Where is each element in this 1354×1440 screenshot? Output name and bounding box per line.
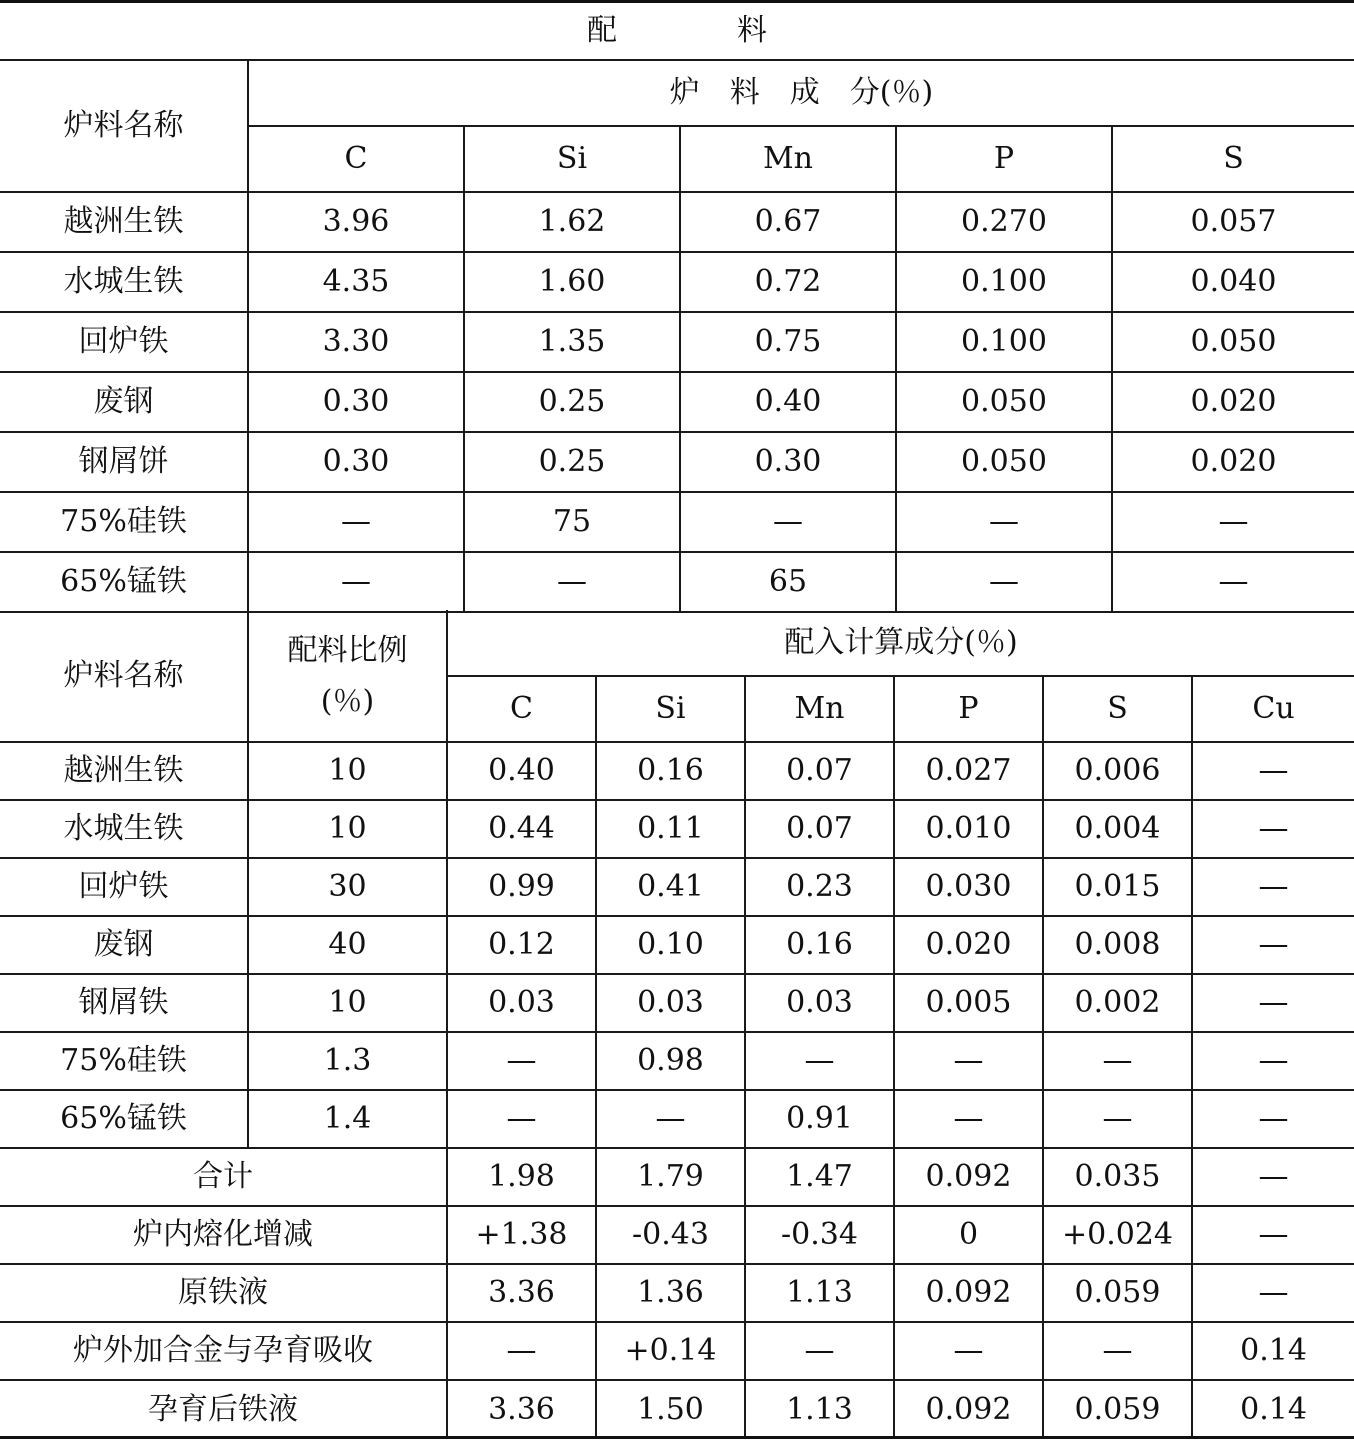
cell: — [447,1322,596,1380]
cell: 0.005 [894,974,1043,1032]
cell: — [1192,1264,1354,1322]
cell: 0.015 [1043,858,1192,916]
col-header-charge-name: 炉料名称 [0,60,248,192]
cell: 3.36 [447,1380,596,1438]
row-name: 水城生铁 [0,800,248,858]
table-title [0,2,1354,60]
charge-calculation-table [0,610,1354,1438]
cell: 0.03 [596,974,745,1032]
summary-row [0,1148,1354,1206]
cell: 0.010 [894,800,1043,858]
cell: 0.30 [248,432,464,492]
cell: 0.004 [1043,800,1192,858]
col-header-element: Mn [745,676,894,742]
cell: 0.07 [745,742,894,800]
cell: — [1192,800,1354,858]
col-header-element: Si [464,126,680,192]
cell: 0.12 [447,916,596,974]
cell: 0 [894,1206,1043,1264]
row-name: 75%硅铁 [0,1032,248,1090]
cell: 0.020 [894,916,1043,974]
cell: 1.13 [745,1264,894,1322]
cell: 0.40 [680,372,896,432]
table-row [0,312,1354,372]
cell: — [248,552,464,612]
cell: 0.30 [680,432,896,492]
cell: 0.057 [1112,192,1354,252]
cell: 0.30 [248,372,464,432]
summary-label: 炉内熔化增减 [0,1206,447,1264]
cell: +1.38 [447,1206,596,1264]
cell: 0.092 [894,1264,1043,1322]
cell: 0.11 [596,800,745,858]
cell: — [1043,1090,1192,1148]
cell: 0.75 [680,312,896,372]
summary-row [0,1380,1354,1438]
cell: 0.270 [896,192,1112,252]
ratio-cell: 10 [248,800,447,858]
cell: 0.020 [1112,372,1354,432]
row-name: 65%锰铁 [0,1090,248,1148]
cell: 0.050 [896,432,1112,492]
cell: — [596,1090,745,1148]
cell: 0.092 [894,1148,1043,1206]
table-row [0,552,1354,612]
cell: 0.10 [596,916,745,974]
cell: — [1192,974,1354,1032]
table-row [0,192,1354,252]
col-header-element: S [1112,126,1354,192]
cell: 0.040 [1112,252,1354,312]
row-name: 钢屑铁 [0,974,248,1032]
col-header-element: Mn [680,126,896,192]
table-row [0,1090,1354,1148]
col-header-charge-name: 炉料名称 [0,610,248,742]
cell: 0.092 [894,1380,1043,1438]
cell: 0.25 [464,372,680,432]
cell: 0.030 [894,858,1043,916]
cell: -0.43 [596,1206,745,1264]
summary-label: 原铁液 [0,1264,447,1322]
cell: — [1192,1148,1354,1206]
row-name: 回炉铁 [0,312,248,372]
cell: 1.98 [447,1148,596,1206]
cell: 1.62 [464,192,680,252]
cell: 0.059 [1043,1264,1192,1322]
row-name: 钢屑饼 [0,432,248,492]
cell: — [1192,1090,1354,1148]
bottom-rule [0,1436,1354,1439]
col-header-element: Cu [1192,676,1354,742]
cell: — [745,1032,894,1090]
cell: 0.050 [1112,312,1354,372]
cell: 0.44 [447,800,596,858]
table-row [0,916,1354,974]
cell: 3.30 [248,312,464,372]
cell: — [894,1090,1043,1148]
cell: 0.059 [1043,1380,1192,1438]
cell: — [464,552,680,612]
table-row [0,1032,1354,1090]
cell: 1.60 [464,252,680,312]
cell: 0.99 [447,858,596,916]
cell: — [894,1032,1043,1090]
cell: 0.23 [745,858,894,916]
ratio-cell: 1.4 [248,1090,447,1148]
cell: 0.03 [447,974,596,1032]
summary-label: 炉外加合金与孕育吸收 [0,1322,447,1380]
cell: — [1192,1206,1354,1264]
cell: 0.72 [680,252,896,312]
table-row [0,742,1354,800]
ratio-header-line2: (％) [320,683,375,719]
charge-composition-table [0,2,1354,613]
cell: 3.36 [447,1264,596,1322]
cell: — [896,552,1112,612]
cell: 4.35 [248,252,464,312]
cell: 0.07 [745,800,894,858]
cell: 0.050 [896,372,1112,432]
col-header-element: P [896,126,1112,192]
cell: 0.41 [596,858,745,916]
cell: 0.100 [896,312,1112,372]
group-header-composition: 炉 料 成 分(％) [248,60,1354,126]
title-left: 配 [587,12,617,48]
row-name: 水城生铁 [0,252,248,312]
group-header-calculated: 配入计算成分(％) [447,610,1354,676]
cell: 0.25 [464,432,680,492]
cell: 3.96 [248,192,464,252]
ratio-cell: 40 [248,916,447,974]
cell: +0.024 [1043,1206,1192,1264]
cell: 1.47 [745,1148,894,1206]
cell: — [896,492,1112,552]
row-name: 废钢 [0,916,248,974]
summary-label: 合计 [0,1148,447,1206]
cell: 0.020 [1112,432,1354,492]
table-row [0,858,1354,916]
row-name: 65%锰铁 [0,552,248,612]
col-header-element: S [1043,676,1192,742]
cell: — [1043,1322,1192,1380]
table-row [0,372,1354,432]
cell: 0.03 [745,974,894,1032]
cell: 0.002 [1043,974,1192,1032]
row-name: 越洲生铁 [0,742,248,800]
cell: — [447,1090,596,1148]
cell: — [1192,1032,1354,1090]
summary-row [0,1206,1354,1264]
cell: 0.91 [745,1090,894,1148]
col-header-element: C [248,126,464,192]
table-row [0,492,1354,552]
cell: 0.67 [680,192,896,252]
cell: 0.035 [1043,1148,1192,1206]
table-row [0,252,1354,312]
cell: 1.79 [596,1148,745,1206]
cell: — [745,1322,894,1380]
cell: — [1192,916,1354,974]
col-header-element: Si [596,676,745,742]
table-row [0,800,1354,858]
cell: 65 [680,552,896,612]
col-header-ratio [248,610,447,742]
cell: — [1043,1032,1192,1090]
cell: — [1112,492,1354,552]
cell: 1.36 [596,1264,745,1322]
ratio-cell: 30 [248,858,447,916]
row-name: 回炉铁 [0,858,248,916]
cell: — [447,1032,596,1090]
cell: — [1112,552,1354,612]
cell: 0.008 [1043,916,1192,974]
col-header-element: P [894,676,1043,742]
cell: — [1192,742,1354,800]
summary-label: 孕育后铁液 [0,1380,447,1438]
cell: 0.16 [596,742,745,800]
cell: 1.35 [464,312,680,372]
cell: 1.13 [745,1380,894,1438]
cell: 0.98 [596,1032,745,1090]
cell: — [1192,858,1354,916]
row-name: 越洲生铁 [0,192,248,252]
ratio-header-line1: 配料比例 [287,632,408,668]
table-row [0,432,1354,492]
cell: 0.14 [1192,1322,1354,1380]
cell: -0.34 [745,1206,894,1264]
summary-row [0,1264,1354,1322]
cell: — [680,492,896,552]
summary-row [0,1322,1354,1380]
row-name: 废钢 [0,372,248,432]
table-row [0,974,1354,1032]
cell: — [894,1322,1043,1380]
ratio-cell: 10 [248,974,447,1032]
cell: — [248,492,464,552]
row-name: 75%硅铁 [0,492,248,552]
cell: 0.006 [1043,742,1192,800]
col-header-element: C [447,676,596,742]
cell: 0.100 [896,252,1112,312]
cell: 1.50 [596,1380,745,1438]
cell: 75 [464,492,680,552]
cell: 0.40 [447,742,596,800]
cell: 0.16 [745,916,894,974]
cell: 0.027 [894,742,1043,800]
ratio-cell: 1.3 [248,1032,447,1090]
cell: 0.14 [1192,1380,1354,1438]
title-right: 料 [737,12,767,48]
ratio-cell: 10 [248,742,447,800]
cell: +0.14 [596,1322,745,1380]
